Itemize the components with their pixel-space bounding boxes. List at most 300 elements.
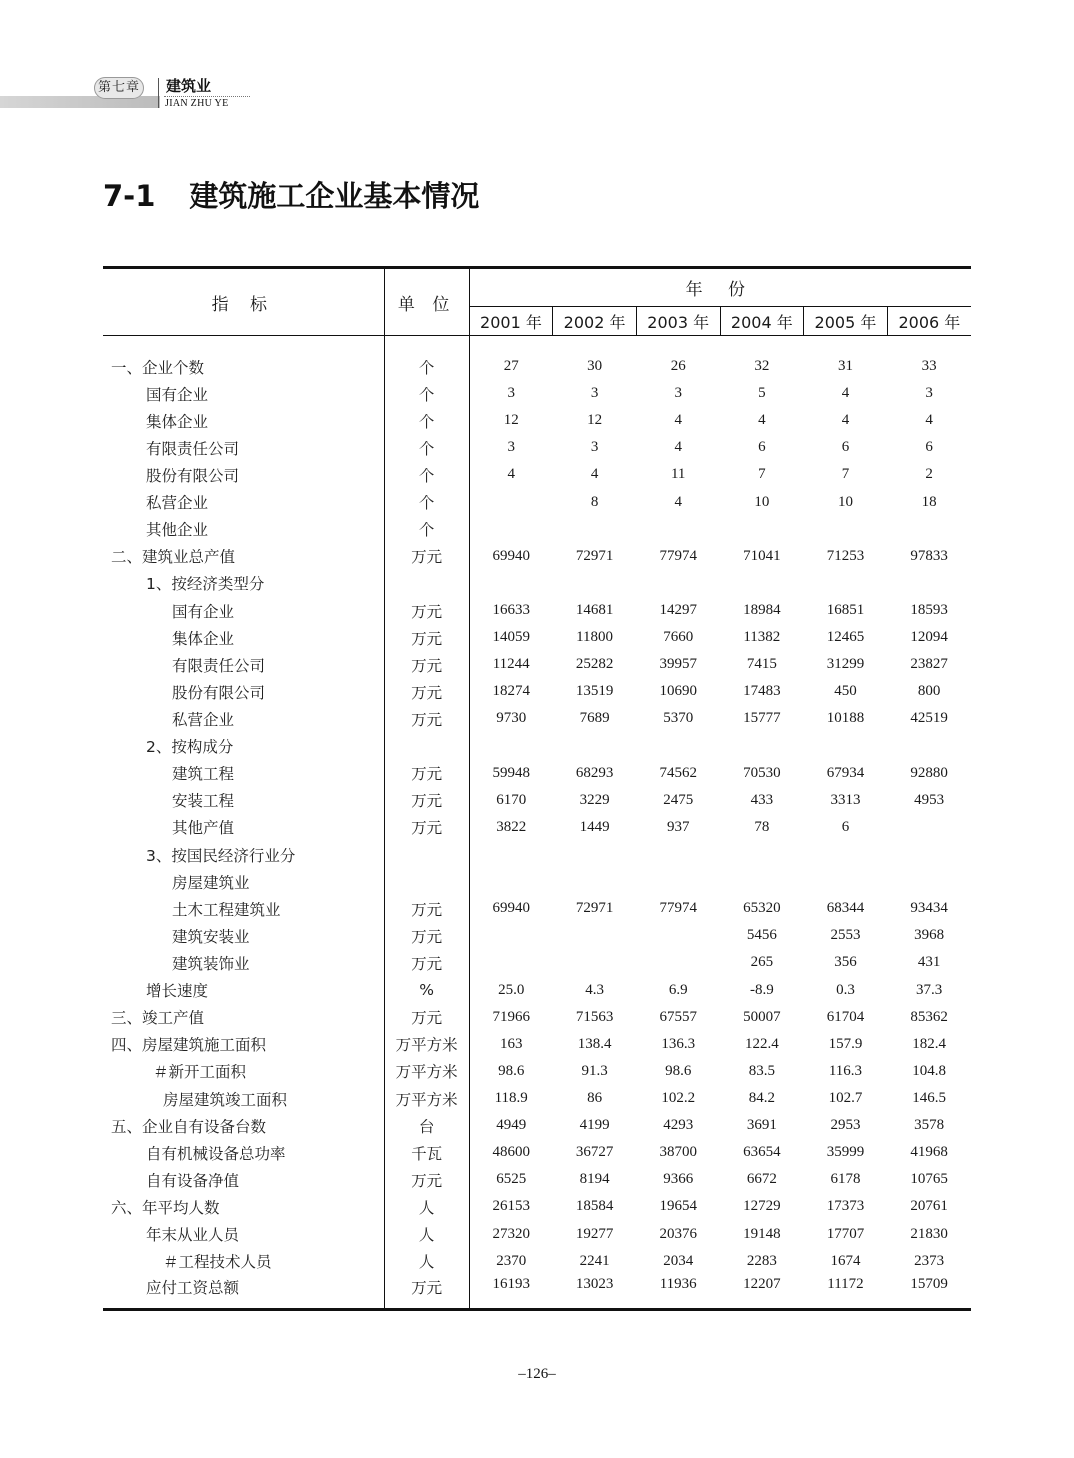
row-value: 98.6: [665, 1062, 692, 1079]
row-value: 23827: [910, 656, 948, 673]
table-spacer-row: [103, 336, 971, 354]
chapter-underline: [164, 96, 250, 97]
row-value: 157.9: [828, 1035, 863, 1052]
row-value: [469, 516, 553, 543]
row-value: 59948: [492, 764, 530, 781]
row-value: [887, 733, 971, 760]
row-value: 9366: [663, 1171, 694, 1188]
row-value: 37.3: [916, 981, 943, 998]
row-value: 11382: [743, 629, 781, 646]
table-row: [103, 1193, 971, 1220]
spacer-cell: [887, 336, 971, 354]
row-value: [804, 570, 888, 597]
header-years-group: 年 份: [469, 268, 971, 307]
row-unit: 万平方米: [384, 1058, 469, 1085]
row-value: 18984: [743, 602, 781, 619]
row-value: [469, 570, 553, 597]
row-value: 12094: [910, 629, 948, 646]
row-unit: 万元: [384, 1004, 469, 1031]
table-title: 建筑施工企业基本情况: [189, 179, 480, 213]
row-label: 四、房屋建筑施工面积: [103, 1031, 384, 1058]
spacer-cell: [553, 336, 637, 354]
header-year: 2003 年: [636, 307, 720, 336]
row-unit: %: [384, 977, 469, 1004]
row-value: 17483: [743, 683, 781, 700]
row-value: 67557: [659, 1008, 697, 1025]
row-label: 三、竣工产值: [103, 1004, 384, 1031]
table-row: [103, 461, 971, 488]
statistics-table: [103, 266, 971, 1311]
table-row: [103, 1085, 971, 1112]
row-value: 5456: [746, 927, 777, 944]
row-label: 国有企业: [103, 597, 384, 624]
row-value: [804, 516, 888, 543]
table-row: [103, 868, 971, 895]
row-value: 68293: [575, 764, 614, 781]
row-unit: 千瓦: [384, 1139, 469, 1166]
row-value: 18: [921, 493, 937, 510]
row-value: 14297: [659, 602, 697, 619]
row-value: 91.3: [581, 1062, 608, 1079]
row-value: 12: [587, 412, 603, 429]
row-value: 71563: [575, 1008, 614, 1025]
row-value: [553, 570, 637, 597]
table-row: [103, 543, 971, 570]
row-label: 私营企业: [103, 489, 384, 516]
row-value: 71966: [492, 1008, 530, 1025]
chapter-title: 建筑业: [166, 77, 212, 95]
row-value: 4953: [914, 791, 945, 808]
row-value: 433: [750, 791, 774, 808]
row-value: 69940: [492, 900, 530, 917]
row-value: 6178: [830, 1171, 861, 1188]
row-label: 建筑安装业: [103, 922, 384, 949]
row-value: 71041: [743, 547, 781, 564]
row-label: 六、年平均人数: [103, 1193, 384, 1220]
row-value: 6170: [496, 791, 527, 808]
row-value: 2553: [830, 927, 861, 944]
row-value: 14681: [575, 602, 614, 619]
row-value: 6: [925, 439, 933, 456]
row-value: 31299: [826, 656, 865, 673]
row-value: 163: [499, 1035, 523, 1052]
row-label: 安装工程: [103, 787, 384, 814]
header-year: 2005 年: [804, 307, 888, 336]
row-value: 7660: [663, 629, 694, 646]
row-value: 74562: [659, 764, 697, 781]
row-value: [469, 922, 553, 949]
table-row: [103, 1112, 971, 1139]
row-value: 6: [841, 818, 850, 835]
row-label: 房屋建筑竣工面积: [103, 1085, 384, 1112]
row-value: 25282: [575, 656, 614, 673]
row-unit: 个: [384, 434, 469, 461]
row-value: [469, 949, 553, 976]
row-unit: 万元: [384, 1275, 469, 1310]
row-value: 7: [841, 466, 850, 483]
row-value: [553, 733, 637, 760]
table-row: [103, 814, 971, 841]
row-unit: 万元: [384, 949, 469, 976]
chapter-pinyin: JIAN ZHU YE: [165, 98, 229, 109]
table-row: [103, 353, 971, 380]
row-value: [720, 841, 804, 868]
row-value: 800: [917, 683, 941, 700]
row-label: ＃新开工面积: [103, 1058, 384, 1085]
header-year: 2002 年: [553, 307, 637, 336]
row-value: 77974: [659, 900, 697, 917]
row-value: [469, 841, 553, 868]
row-value: 50007: [743, 1008, 781, 1025]
row-value: 97833: [910, 547, 948, 564]
row-unit: [384, 733, 469, 760]
row-value: 3313: [830, 791, 861, 808]
row-value: 146.5: [912, 1090, 946, 1106]
row-value: 11: [670, 466, 686, 483]
row-value: [469, 868, 553, 895]
row-value: [720, 516, 804, 543]
row-value: 4: [674, 412, 682, 429]
table-row: [103, 1031, 971, 1058]
row-value: 7: [758, 466, 766, 483]
row-label: 集体企业: [103, 624, 384, 651]
row-value: [469, 733, 553, 760]
row-unit: 个: [384, 489, 469, 516]
table-row: [103, 1166, 971, 1193]
row-value: 26153: [492, 1198, 530, 1215]
row-value: 70530: [743, 764, 781, 781]
row-value: 102.7: [828, 1090, 863, 1106]
row-value: 71253: [826, 547, 865, 564]
row-unit: 万元: [384, 922, 469, 949]
row-value: 3: [590, 439, 599, 456]
row-value: 61704: [826, 1008, 865, 1025]
row-value: 6525: [496, 1171, 527, 1188]
row-label: 建筑装饰业: [103, 949, 384, 976]
table-row: [103, 1221, 971, 1248]
row-value: [887, 868, 971, 895]
row-value: 2241: [579, 1252, 610, 1269]
row-value: 118.9: [494, 1090, 528, 1106]
row-value: 30: [587, 358, 603, 375]
row-value: 14059: [492, 629, 530, 646]
table-row: [103, 977, 971, 1004]
row-value: 4949: [496, 1117, 527, 1134]
table-row: [103, 1139, 971, 1166]
row-label: 私营企业: [103, 705, 384, 732]
row-label: 五、企业自有设备台数: [103, 1112, 384, 1139]
row-value: 26: [670, 358, 686, 375]
row-unit: 万元: [384, 787, 469, 814]
spacer-cell: [384, 336, 469, 354]
row-label: 二、建筑业总产值: [103, 543, 384, 570]
row-label: 自有机械设备总功率: [103, 1139, 384, 1166]
row-value: [720, 570, 804, 597]
row-value: 84.2: [748, 1090, 775, 1106]
row-unit: 万平方米: [384, 1085, 469, 1112]
row-value: 116.3: [828, 1062, 863, 1079]
page-title: [103, 174, 479, 215]
row-value: 21830: [910, 1225, 948, 1242]
row-label: 其他企业: [103, 516, 384, 543]
row-value: 12: [503, 412, 519, 429]
row-value: 5: [758, 385, 766, 402]
spacer-cell: [469, 336, 553, 354]
row-value: 138.4: [577, 1035, 612, 1052]
row-value: [636, 841, 720, 868]
row-value: 19654: [659, 1198, 697, 1215]
row-value: 265: [750, 954, 774, 971]
row-label: 1、按经济类型分: [103, 570, 384, 597]
row-value: 17707: [826, 1225, 865, 1242]
row-value: 4: [841, 412, 850, 429]
table-row: [103, 1058, 971, 1085]
row-unit: 万元: [384, 651, 469, 678]
row-label: 增长速度: [103, 977, 384, 1004]
row-value: [636, 949, 720, 976]
row-value: 450: [834, 683, 857, 700]
row-value: 16851: [826, 602, 865, 619]
row-value: 16193: [469, 1275, 553, 1310]
row-value: 72971: [575, 900, 614, 917]
row-unit: 台: [384, 1112, 469, 1139]
row-value: 69940: [492, 547, 530, 564]
row-value: 4.3: [585, 981, 604, 998]
row-value: 122.4: [744, 1035, 779, 1052]
row-value: 65320: [743, 900, 781, 917]
row-label: 股份有限公司: [103, 678, 384, 705]
row-label: 股份有限公司: [103, 461, 384, 488]
row-value: 6672: [746, 1171, 777, 1188]
row-value: 25.0: [498, 981, 525, 998]
row-value: 18584: [575, 1198, 614, 1215]
row-label: 集体企业: [103, 407, 384, 434]
row-unit: [384, 841, 469, 868]
row-value: 18593: [910, 602, 948, 619]
spacer-cell: [103, 336, 384, 354]
row-value: 41968: [910, 1144, 948, 1161]
row-value: 1674: [830, 1252, 861, 1269]
row-unit: [384, 868, 469, 895]
row-value: 86: [587, 1090, 603, 1106]
row-label: 其他产值: [103, 814, 384, 841]
row-label: 年末从业人员: [103, 1221, 384, 1248]
row-value: 3968: [914, 927, 945, 944]
header-indicator: 指 标: [103, 268, 384, 336]
row-value: 7415: [746, 656, 777, 673]
row-value: 2283: [746, 1252, 777, 1269]
row-value: 7689: [579, 710, 610, 727]
header-year: 2004 年: [720, 307, 804, 336]
row-value: 3: [590, 385, 599, 402]
table-row: [103, 705, 971, 732]
row-value: 13023: [553, 1275, 637, 1310]
row-value: 13519: [575, 683, 614, 700]
row-value: 67934: [826, 764, 865, 781]
spacer-cell: [636, 336, 720, 354]
header-unit: 单 位: [384, 268, 469, 336]
table-row: [103, 787, 971, 814]
row-unit: 万平方米: [384, 1031, 469, 1058]
row-value: 72971: [575, 547, 614, 564]
row-value: -8.9: [749, 981, 774, 998]
row-value: 42519: [910, 710, 948, 727]
row-value: 3: [507, 385, 515, 402]
row-value: [553, 841, 637, 868]
table-row: [103, 597, 971, 624]
row-value: 10690: [659, 683, 697, 700]
row-value: 5370: [663, 710, 694, 727]
row-value: 2: [925, 466, 933, 483]
row-value: 356: [834, 954, 857, 971]
row-unit: 万元: [384, 624, 469, 651]
row-value: 6: [758, 439, 766, 456]
row-value: [469, 489, 553, 516]
table-row: [103, 1248, 971, 1275]
row-value: 11172: [804, 1275, 888, 1310]
row-value: [636, 733, 720, 760]
row-value: 11244: [492, 656, 530, 673]
row-unit: 个: [384, 461, 469, 488]
row-value: 2034: [663, 1252, 694, 1269]
row-unit: 万元: [384, 705, 469, 732]
row-value: 3578: [914, 1117, 945, 1134]
row-value: 431: [917, 954, 941, 971]
table-row: [103, 434, 971, 461]
row-unit: 个: [384, 353, 469, 380]
row-value: [804, 868, 888, 895]
row-value: [804, 841, 888, 868]
header-year: 2001 年: [469, 307, 553, 336]
table-row: [103, 516, 971, 543]
table-row: [103, 733, 971, 760]
row-value: 36727: [575, 1144, 614, 1161]
row-label: 应付工资总额: [103, 1275, 384, 1310]
table-row: [103, 570, 971, 597]
row-value: 4199: [579, 1117, 610, 1134]
row-value: [553, 868, 637, 895]
row-value: [553, 922, 637, 949]
table-row: [103, 760, 971, 787]
row-label: 2、按构成分: [103, 733, 384, 760]
row-value: 16633: [492, 602, 530, 619]
spacer-cell: [804, 336, 888, 354]
row-label: 建筑工程: [103, 760, 384, 787]
row-unit: 万元: [384, 895, 469, 922]
row-value: 35999: [826, 1144, 865, 1161]
row-label: 国有企业: [103, 380, 384, 407]
table-row: [103, 1004, 971, 1031]
row-value: 98.6: [498, 1062, 525, 1079]
table-row: [103, 489, 971, 516]
row-value: 20376: [659, 1225, 697, 1242]
row-unit: 万元: [384, 543, 469, 570]
row-value: [887, 841, 971, 868]
row-value: 12729: [743, 1198, 781, 1215]
row-value: 63654: [743, 1144, 781, 1161]
row-value: 10765: [910, 1171, 948, 1188]
row-value: 3: [674, 385, 682, 402]
row-unit: 人: [384, 1221, 469, 1248]
row-value: [553, 516, 637, 543]
row-unit: 人: [384, 1248, 469, 1275]
row-value: 6.9: [668, 981, 688, 998]
row-value: 3229: [579, 791, 610, 808]
row-value: [636, 868, 720, 895]
row-unit: 个: [384, 407, 469, 434]
row-value: 15777: [743, 710, 781, 727]
row-unit: 人: [384, 1193, 469, 1220]
row-value: [804, 733, 888, 760]
row-value: 4293: [663, 1117, 694, 1134]
row-unit: 个: [384, 380, 469, 407]
row-value: 3822: [496, 818, 527, 835]
row-value: 48600: [492, 1144, 530, 1161]
table-row: [103, 895, 971, 922]
row-value: 85362: [910, 1008, 948, 1025]
row-value: 31: [837, 358, 853, 375]
row-value: 19148: [743, 1225, 781, 1242]
row-value: 18274: [492, 683, 530, 700]
row-unit: 万元: [384, 814, 469, 841]
table-row: [103, 407, 971, 434]
row-value: [553, 949, 637, 976]
row-value: [720, 868, 804, 895]
row-value: 182.4: [912, 1035, 946, 1052]
table-row: [103, 380, 971, 407]
row-value: 104.8: [912, 1062, 946, 1079]
row-label: 有限责任公司: [103, 651, 384, 678]
row-value: 27320: [492, 1225, 530, 1242]
row-value: [636, 570, 720, 597]
row-value: 4: [507, 466, 515, 483]
row-value: 20761: [910, 1198, 948, 1215]
row-label: 3、按国民经济行业分: [103, 841, 384, 868]
row-value: 0.3: [836, 981, 855, 998]
row-value: 2373: [914, 1252, 945, 1269]
row-label: 自有设备净值: [103, 1166, 384, 1193]
row-label: 房屋建筑业: [103, 868, 384, 895]
chapter-label: 第七章: [94, 77, 144, 99]
row-value: 8: [590, 493, 599, 510]
row-unit: 万元: [384, 1166, 469, 1193]
spacer-cell: [720, 336, 804, 354]
row-value: 11800: [576, 629, 614, 646]
row-value: 38700: [659, 1144, 697, 1161]
row-value: 10: [837, 493, 853, 510]
row-value: 32: [754, 358, 770, 375]
row-value: 68344: [826, 900, 865, 917]
row-value: 1449: [579, 818, 610, 835]
row-value: 11936: [636, 1275, 720, 1310]
row-value: 17373: [826, 1198, 865, 1215]
row-value: 4: [674, 439, 682, 456]
header-year: 2006 年: [887, 307, 971, 336]
row-label: 有限责任公司: [103, 434, 384, 461]
row-label: 土木工程建筑业: [103, 895, 384, 922]
table-row: [103, 949, 971, 976]
row-value: 3: [925, 385, 933, 402]
row-value: 12465: [826, 629, 865, 646]
row-value: 2370: [496, 1252, 527, 1269]
row-value: 937: [666, 818, 690, 835]
row-value: 83.5: [748, 1062, 775, 1079]
row-value: [887, 570, 971, 597]
row-value: 77974: [659, 547, 697, 564]
row-value: 8194: [579, 1171, 610, 1188]
row-value: 136.3: [661, 1035, 696, 1052]
row-value: 6: [841, 439, 850, 456]
